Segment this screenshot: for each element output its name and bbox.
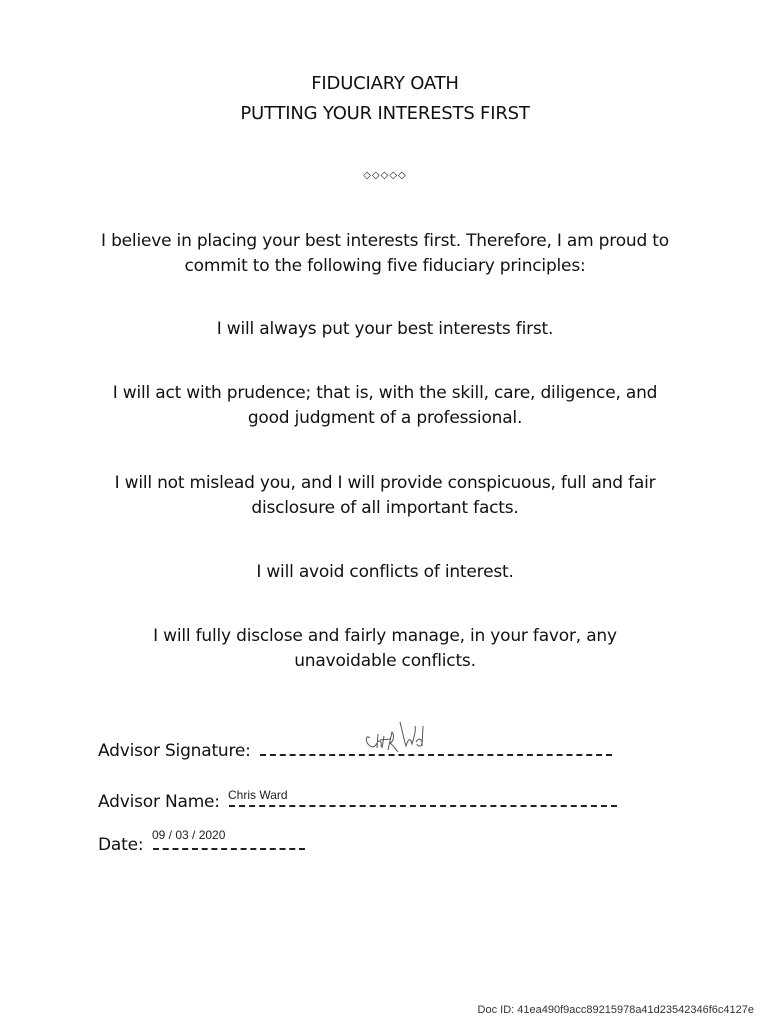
date-label: Date: <box>98 835 144 855</box>
handwritten-signature <box>360 712 430 756</box>
principle-1: I will always put your best interests first. <box>216 319 554 339</box>
signature-label: Advisor Signature: <box>98 741 251 761</box>
document-title-line2: PUTTING YOUR INTERESTS FIRST <box>240 103 530 124</box>
signature-field[interactable] <box>260 738 612 756</box>
date-value: 09 / 03 / 2020 <box>152 828 226 842</box>
intro-paragraph: I believe in placing your best interests first. Therefore, I am proud to commit to the following five fiduciary principles: <box>101 231 669 276</box>
name-label: Advisor Name: <box>98 792 220 812</box>
principle-2: I will act with prudence; that is, with the skill, care, diligence, and good judgment of a professional. <box>112 383 658 428</box>
diamond-ornament-icon: ◇◇◇◇◇ <box>363 170 407 181</box>
principle-4: I will avoid conflicts of interest. <box>256 562 514 582</box>
doc-id-footer: Doc ID: 41ea490f9acc89215978a41d23542346f6c4127e <box>477 1004 754 1016</box>
document-title-line1: FIDUCIARY OATH <box>311 73 459 94</box>
principle-5: I will fully disclose and fairly manage, in your favor, any unavoidable conflicts. <box>153 626 617 671</box>
name-row <box>98 789 617 814</box>
principle-3: I will not mislead you, and I will provide conspicuous, full and fair disclosure of all important facts. <box>114 473 656 518</box>
name-value: Chris Ward <box>228 788 288 802</box>
signature-row <box>98 738 612 763</box>
